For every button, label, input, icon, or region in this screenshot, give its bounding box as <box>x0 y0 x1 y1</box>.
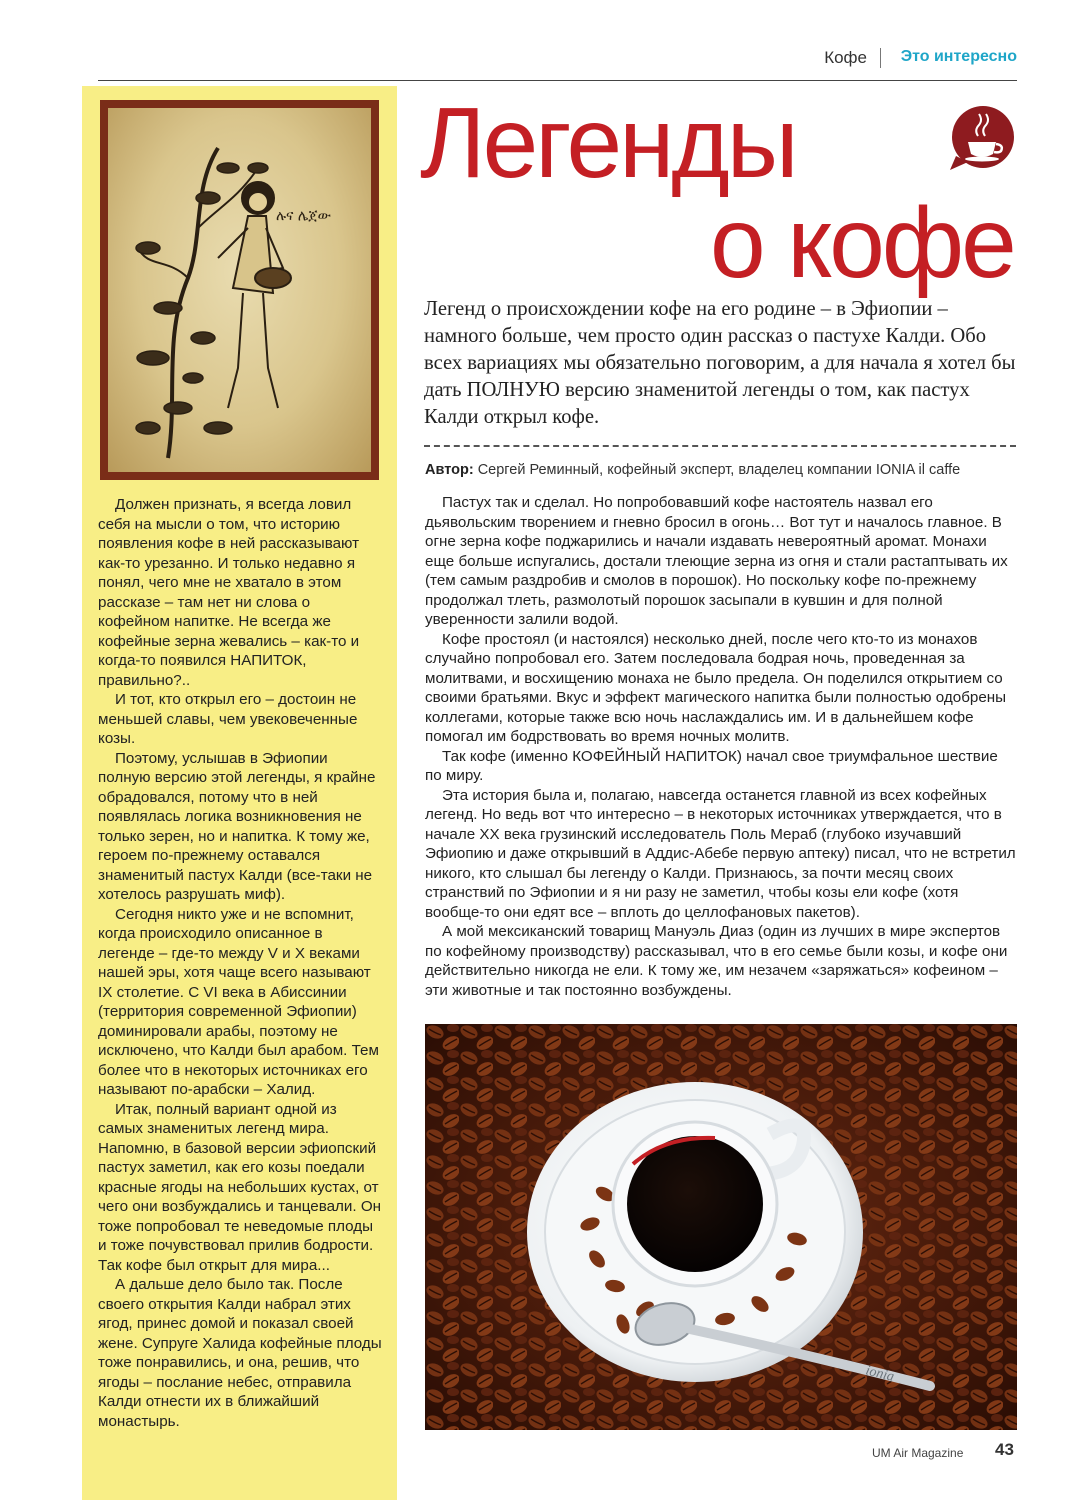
paragraph: Должен признать, я всегда ловил себя на мысли о том, что историю появления кофе в ней рассказывают как-то урезанно. И только недавно я понял, чего мне не хватало в этом рассказе – там нет ни слова о кофейном напитке. Не всегда же кофейные зерна жевались – как-то и когда-то появился НАПИТОК, правильно?.. <box>98 496 360 689</box>
lead-paragraph: Легенд о происхождении кофе на его родине – в Эфиопии – намного больше, чем просто один рассказ о пастухе Калди. Обо всех вариациях мы обязательно поговорим, а для начала я хотел бы дать ПОЛНУЮ версию знаменитой легенды о том, как пастух Калди открыл кофе. <box>424 298 1016 428</box>
section-label: Кофе <box>824 48 867 67</box>
paragraph: Поэтому, услышав в Эфиопии полную версию этой легенды, я крайне обрадовался, потому что в ней появлялась логика возникновения не только зерен, но и напитка. К тому же, героем по-прежнему оставался знаменитый пастух Калди (все-таки не хотелось разрушать миф). <box>98 749 376 903</box>
running-header <box>98 40 1017 81</box>
paragraph: И тот, кто открыл его – достоин не меньшей славы, чем увековеченные козы. <box>98 691 358 747</box>
topic-label: Это интересно <box>900 48 1017 65</box>
paragraph: Эта история была и, полагаю, навсегда останется главной из всех кофейных легенд. Но ведь вот что интересно – в некоторых источниках утверждается, что в начале XX века грузинский исследователь Поль Мераб (глубоко изучавший Эфиопию и даже открывший в Аддис-Абебе первую аптеку) писал, что не встретил никого, кто слышал бы легенду о Калди. Признаюсь, за почти месяц своих странствий по Эфиопии и я ни разу не заметил, чтобы козы ели кофе (хотя вообще-то они едят все – вплоть до целлофановых пакетов). <box>425 786 1016 921</box>
author-line <box>425 462 960 478</box>
paragraph: А мой мексиканский товарищ Мануэль Диаз (один из лучших в мире экспертов по кофейному производству) рассказывал, что в его семье были козы, и кофе они действительно никогда не ели. К тому же, им незачем «заряжаться» кофеином – эти животные и так постоянно возбуждены. <box>425 923 1008 999</box>
paragraph: А дальше дело было так. После своего открытия Калди набрал этих ягод, принес домой и показал своей жене. Супруге Халида кофейные плоды тоже понравились, и она, решив, что ягоды – послание небес, отправила Калди отнести их в ближайший монастырь. <box>98 1276 382 1430</box>
author-label: Автор: <box>425 462 474 478</box>
main-column-text <box>425 493 1017 1000</box>
spoon-brand: ionia <box>864 1363 896 1385</box>
author-text: Сергей Реминный, кофейный эксперт, владелец компании IONIA il caffe <box>477 462 961 478</box>
paragraph: Сегодня никто уже и не вспомнит, когда происходило описанное в легенде – где-то между V и X веками нашей эры, хотя чаще всего называют IX столетие. С VI века в Абиссинии (территория современной Эфиопии) доминировали арабы, поэтому не исключено, что Калди был арабом. Тем более что в некоторых источниках его называют по-арабски – Халид. <box>98 905 379 1098</box>
left-sidebar <box>82 86 397 1500</box>
page-number: 43 <box>995 1440 1014 1459</box>
magazine-name: UM Air Magazine <box>872 1446 964 1460</box>
coffee-photo-drawing <box>425 1024 1017 1430</box>
paragraph: Итак, полный вариант одной из самых знаменитых легенд мира. Напомню, в базовой версии эфиопский пастух заметил, как его козы поедали красные ягоды на небольших кустах, от чего они возбуждались и танцевали. Он тоже попробовал те неведомые плоды и тоже почувствовал прилив бодрости. Так кофе был открыт для мира... <box>98 1100 382 1274</box>
paragraph: Так кофе (именно КОФЕЙНЫЙ НАПИТОК) начал свое триумфальное шествие по миру. <box>425 747 998 784</box>
title-line-2: о кофе <box>710 187 1014 299</box>
dashed-divider <box>424 445 1016 447</box>
coffee-cup-photo <box>425 1024 1017 1430</box>
coffee-cup-icon <box>946 104 1016 174</box>
ethiopian-painting-icon <box>100 100 379 480</box>
paragraph: Пастух так и сделал. Но попробовавший кофе настоятель назвал его дьявольским творением и гневно бросил в огонь… Вот тут и началось главное. В огне зерна кофе поджарились и начали издавать невероятный аромат. Монахи еще больше испугались, достали тлеющие зерна из огня и стали растаптывать их (тем самым раздробив и смолов в порошок). Но поскольку кофе по-прежнему продолжал тлеть, размолотый порошок засыпали в кувшин и для полной уверенности залили водой. <box>425 494 1008 628</box>
title-line-1: Легенды <box>420 87 796 199</box>
article-title <box>420 88 1020 298</box>
header-divider <box>880 48 881 68</box>
painting-drawing <box>108 108 371 472</box>
left-column-text <box>98 495 382 1431</box>
paragraph: Кофе простоял (и настоялся) несколько дней, после чего кто-то из монахов случайно попробовал его. Затем последовала бодрая ночь, проведенная за молитвами, и восхищению монаха не было предела. Он поделился открытием со своими братьями. Вкус и эффект магического напитка были полностью одобрены коллегами, которые также всю ночь наслаждались им. И в дальнейшем кофе помогал им бодрствовать во время ночных молитв. <box>425 630 1007 745</box>
painting-inscription: ሉና ሌጀው <box>276 208 332 224</box>
